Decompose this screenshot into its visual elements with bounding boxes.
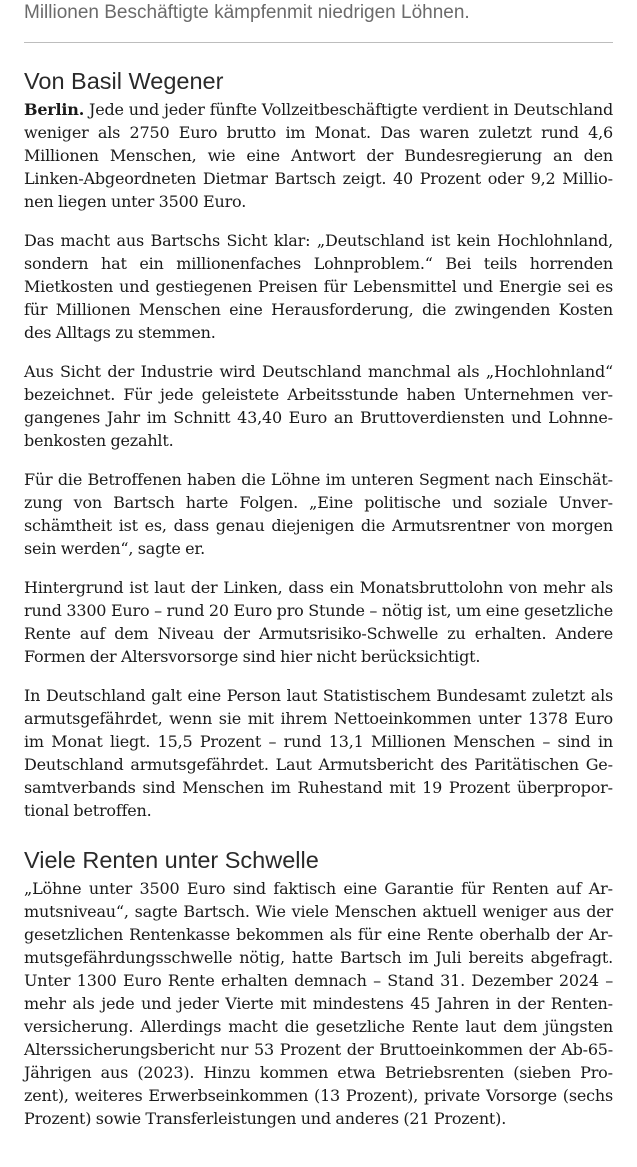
dateline: Berlin.: [24, 100, 85, 119]
lead-paragraph: [24, 98, 613, 213]
article: [24, 0, 613, 1130]
section-heading: Viele Renten unter Schwelle: [24, 847, 319, 873]
byline: Von Basil Wegener: [24, 68, 224, 94]
lead-text: Jede und jeder fünfte Vollzeitbeschäftigte verdient in Deutschland weniger als 2750 Euro brutto im Monat. Das waren zuletzt rund 4,6 Millionen Menschen, wie eine Antwort der Bundesregierung an den Linken-Abgeordneten Dietmar Bartsch zeigt. 40 Prozent oder 9,2 Millionen liegen unter 3500 Euro.: [24, 100, 613, 211]
caption-divider: [24, 42, 613, 43]
paragraph: Hintergrund ist laut der Linken, dass ein Monatsbruttolohn von mehr als rund 3300 Euro – rund 20 Euro pro Stunde – nötig ist, um eine gesetzliche Rente auf dem Niveau der Armutsrisiko-Schwelle zu erhalten. Andere Formen der Altersvorsorge sind hier nicht berücksichtigt.: [24, 578, 613, 666]
image-caption: Millionen Beschäftigte kämpfenmit niedrigen Löhnen.: [24, 2, 470, 23]
paragraph: Für die Betroffenen haben die Löhne im unteren Segment nach Einschätzung von Bartsch harte Folgen. „Eine politische und soziale Unverschämtheit ist es, dass genau diejenigen die Armutsrentner von morgen sein werden“, sagte er.: [24, 470, 613, 558]
closing-paragraph: „Löhne unter 3500 Euro sind faktisch eine Garantie für Renten auf Armutsniveau“, sagte Bartsch. Wie viele Menschen aktuell weniger aus der gesetzlichen Rentenkasse bekommen als für eine Rente oberhalb der Armutsgefährdungsschwelle nötig, hatte Bartsch im Juli bereits abgefragt. Unter 1300 Euro Rente erhalten demnach – Stand 31. Dezember 2024 – mehr als jede und jeder Vierte mit mindestens 45 Jahren in der Rentenversicherung. Allerdings macht die gesetzliche Rente laut dem jüngsten Alterssicherungsbericht nur 53 Prozent der Bruttoeinkommen der Ab-65-Jährigen aus (2023). Hinzu kommen etwa Betriebsrenten (sieben Prozent), weiteres Erwerbseinkommen (13 Prozent), private Vorsorge (sechs Prozent) sowie Transferleistungen und anderes (21 Prozent).: [24, 879, 613, 1128]
paragraph: In Deutschland galt eine Person laut Statistischem Bundesamt zuletzt als armutsgefährdet, wenn sie mit ihrem Nettoeinkommen unter 1378 Euro im Monat liegt. 15,5 Prozent – rund 13,1 Millionen Menschen – sind in Deutschland armutsgefährdet. Laut Armutsbericht des Paritätischen Gesamtverbands sind Menschen im Ruhestand mit 19 Prozent überproportional betroffen.: [24, 686, 613, 820]
paragraph: Das macht aus Bartschs Sicht klar: „Deutschland ist kein Hochlohnland, sondern hat ein millionenfaches Lohnproblem.“ Bei teils horrenden Mietkosten und gestiegenen Preisen für Lebensmittel und Energie sei es für Millionen Menschen eine Herausforderung, die zwingenden Kosten des Alltags zu stemmen.: [24, 231, 613, 342]
paragraph: Aus Sicht der Industrie wird Deutschland manchmal als „Hochlohnland“ bezeichnet. Für jede geleistete Arbeitsstunde haben Unternehmen vergangenes Jahr im Schnitt 43,40 Euro an Bruttoverdiensten und Lohnnebenkosten gezahlt.: [24, 362, 613, 450]
